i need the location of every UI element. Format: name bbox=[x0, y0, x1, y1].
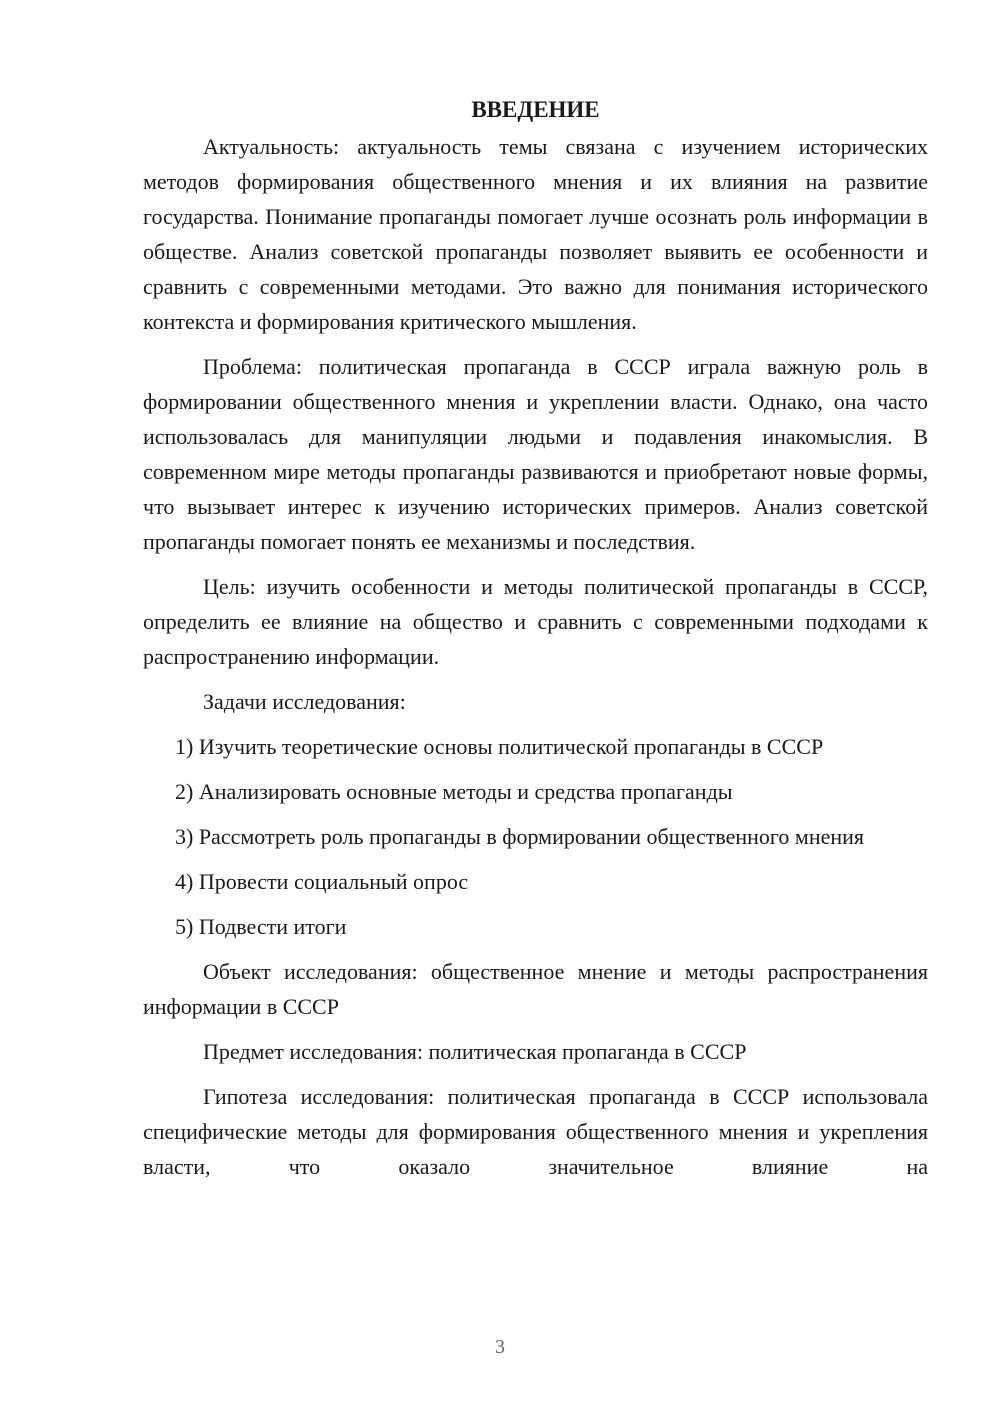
problem-paragraph: Проблема: политическая пропаганда в СССР играла важную роль в формировании общественного мнения и укреплении власти. Однако, она часто использовалась для манипуляции людьми и подавления инакомыслия. В современном мире методы пропаганды развиваются и приобретают новые формы, что вызывает интерес к изучению исторических примеров. Анализ советской пропаганды помогает понять ее механизмы и последствия. bbox=[143, 354, 928, 554]
goal-paragraph: Цель: изучить особенности и методы политической пропаганды в СССР, определить ее влияние на общество и сравнить с современными подходами к распространению информации. bbox=[143, 574, 928, 669]
task-item-3: 3) Рассмотреть роль пропаганды в формировании общественного мнения bbox=[175, 824, 865, 849]
task-item-2: 2) Анализировать основные методы и средства пропаганды bbox=[175, 779, 733, 804]
relevance-paragraph: Актуальность: актуальность темы связана с изучением исторических методов формирования общественного мнения и их влияния на развитие государства. Понимание пропаганды помогает лучше осознать роль информации в обществе. Анализ советской пропаганды позволяет выявить ее особенности и сравнить с современными методами. Это важно для понимания исторического контекста и формирования критического мышления. bbox=[143, 134, 928, 334]
task-item-1: 1) Изучить теоретические основы политической пропаганды в СССР bbox=[175, 734, 824, 759]
tasks-heading: Задачи исследования: bbox=[203, 689, 406, 714]
subject-paragraph: Предмет исследования: политическая пропаганда в СССР bbox=[203, 1039, 747, 1064]
object-paragraph: Объект исследования: общественное мнение и методы распространения информации в СССР bbox=[143, 959, 928, 1019]
hypothesis-paragraph: Гипотеза исследования: политическая пропаганда в СССР использовала специфические методы для формирования общественного мнения и укрепления власти, что оказало значительное влияние на bbox=[143, 1084, 928, 1179]
document-page bbox=[143, 92, 928, 1184]
task-item-5: 5) Подвести итоги bbox=[175, 914, 347, 939]
section-title: ВВЕДЕНИЕ bbox=[471, 97, 600, 122]
task-item-4: 4) Провести социальный опрос bbox=[175, 869, 469, 894]
page-number: 3 bbox=[495, 1336, 505, 1358]
